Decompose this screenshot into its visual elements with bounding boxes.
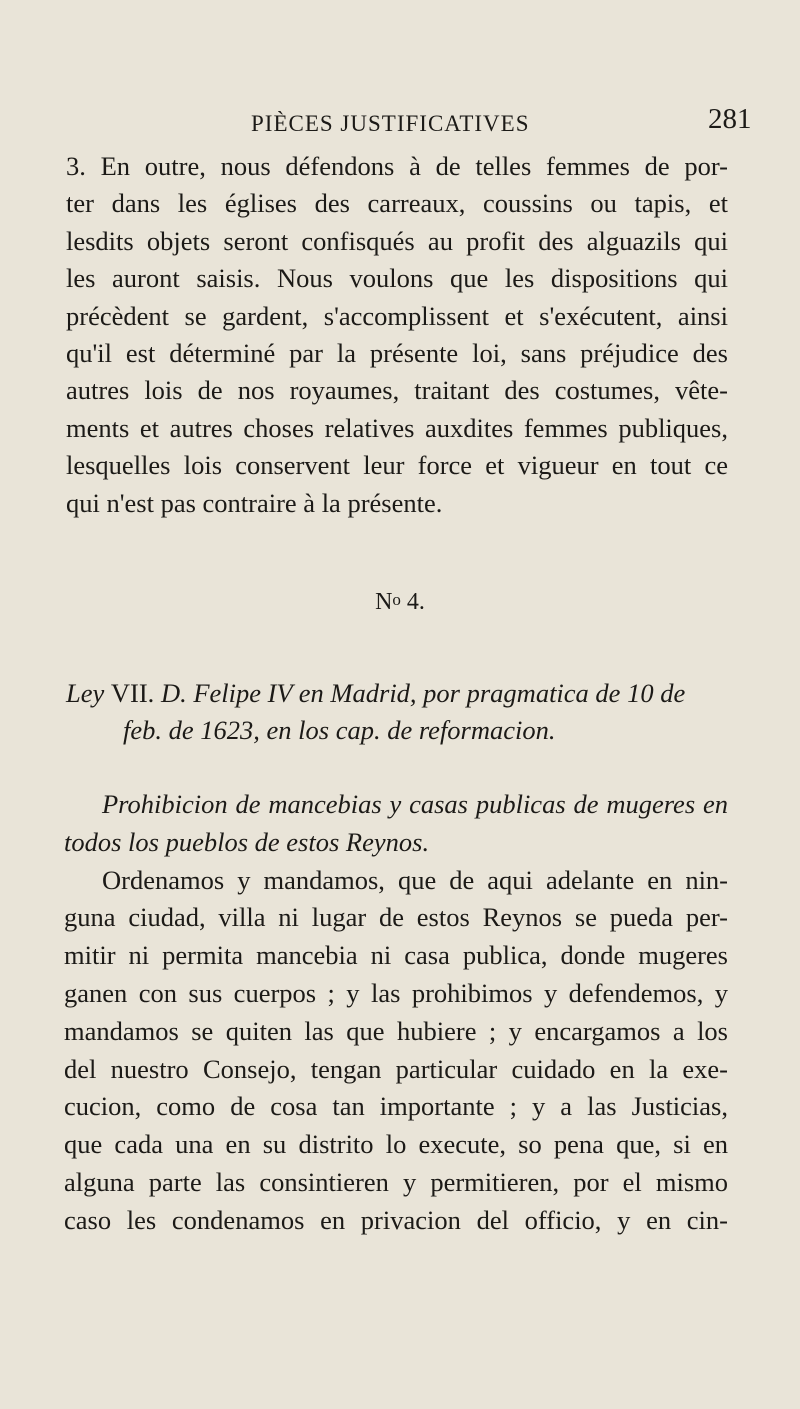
text-line: ganen con sus cuerpos ; y las prohibimos y defendemos, y	[64, 977, 728, 1008]
text-line: qu'il est déterminé par la présente loi, sans préjudice des	[66, 338, 728, 369]
number-superscript: o	[392, 590, 401, 609]
law-title-line-1	[66, 675, 685, 712]
section-number	[0, 589, 800, 616]
text-line: Prohibicion de mancebias y casas publicas de mugeres en	[102, 789, 728, 819]
text-line: qui n'est pas contraire à la présente.	[66, 487, 443, 518]
text-line: mitir ni permita mancebia ni casa publica, donde mugeres	[64, 940, 728, 971]
text-line: précèdent se gardent, s'accomplissent et s'exécutent, ainsi	[66, 300, 728, 331]
text-line: que cada una en su distrito lo execute, so pena que, si en	[64, 1129, 728, 1160]
number-prefix: N	[375, 589, 393, 615]
text-line: cucion, como de cosa tan importante ; y a las Justicias,	[64, 1091, 728, 1122]
text-line: todos los pueblos de estos Reynos.	[64, 826, 430, 857]
paragraph-spanish	[64, 786, 728, 1240]
text-line: del nuestro Consejo, tengan particular cuidado en la exe-	[64, 1053, 728, 1084]
text-line: lesquelles lois conservent leur force et vigueur en tout ce	[66, 450, 728, 481]
text-line: caso les condenamos en privacion del officio, y en cin-	[64, 1204, 728, 1235]
law-title-rest: D. Felipe IV en Madrid, por pragmatica de 10 de	[160, 678, 686, 708]
paragraph-french	[66, 148, 728, 522]
text-line: alguna parte las consintieren y permitieren, por el mismo	[64, 1166, 728, 1197]
text-line: lesdits objets seront confisqués au profit des alguazils qui	[66, 225, 728, 256]
text-line: guna ciudad, villa ni lugar de estos Reynos se pueda per-	[64, 902, 728, 933]
text-line: ter dans les églises des carreaux, coussins ou tapis, et	[66, 188, 728, 219]
page-header	[0, 103, 800, 143]
text-line: 3. En outre, nous défendons à de telles femmes de por-	[66, 151, 728, 181]
running-head: PIÈCES JUSTIFICATIVES	[251, 111, 530, 136]
law-ley: Ley	[66, 678, 105, 708]
text-line: Ordenamos y mandamos, que de aqui adelante en nin-	[102, 864, 728, 895]
text-line: ments et autres choses relatives auxdites femmes publiques,	[66, 412, 728, 443]
law-number: VII.	[110, 678, 155, 708]
number-value: 4.	[406, 589, 425, 615]
text-line: mandamos se quiten las que hubiere ; y encargamos a los	[64, 1015, 728, 1046]
text-line: les auront saisis. Nous voulons que les dispositions qui	[66, 263, 728, 294]
page-number: 281	[708, 103, 752, 135]
law-title-line-2: feb. de 1623, en los cap. de reformacion.	[123, 715, 556, 745]
text-line: autres lois de nos royaumes, traitant des costumes, vête-	[66, 375, 728, 406]
